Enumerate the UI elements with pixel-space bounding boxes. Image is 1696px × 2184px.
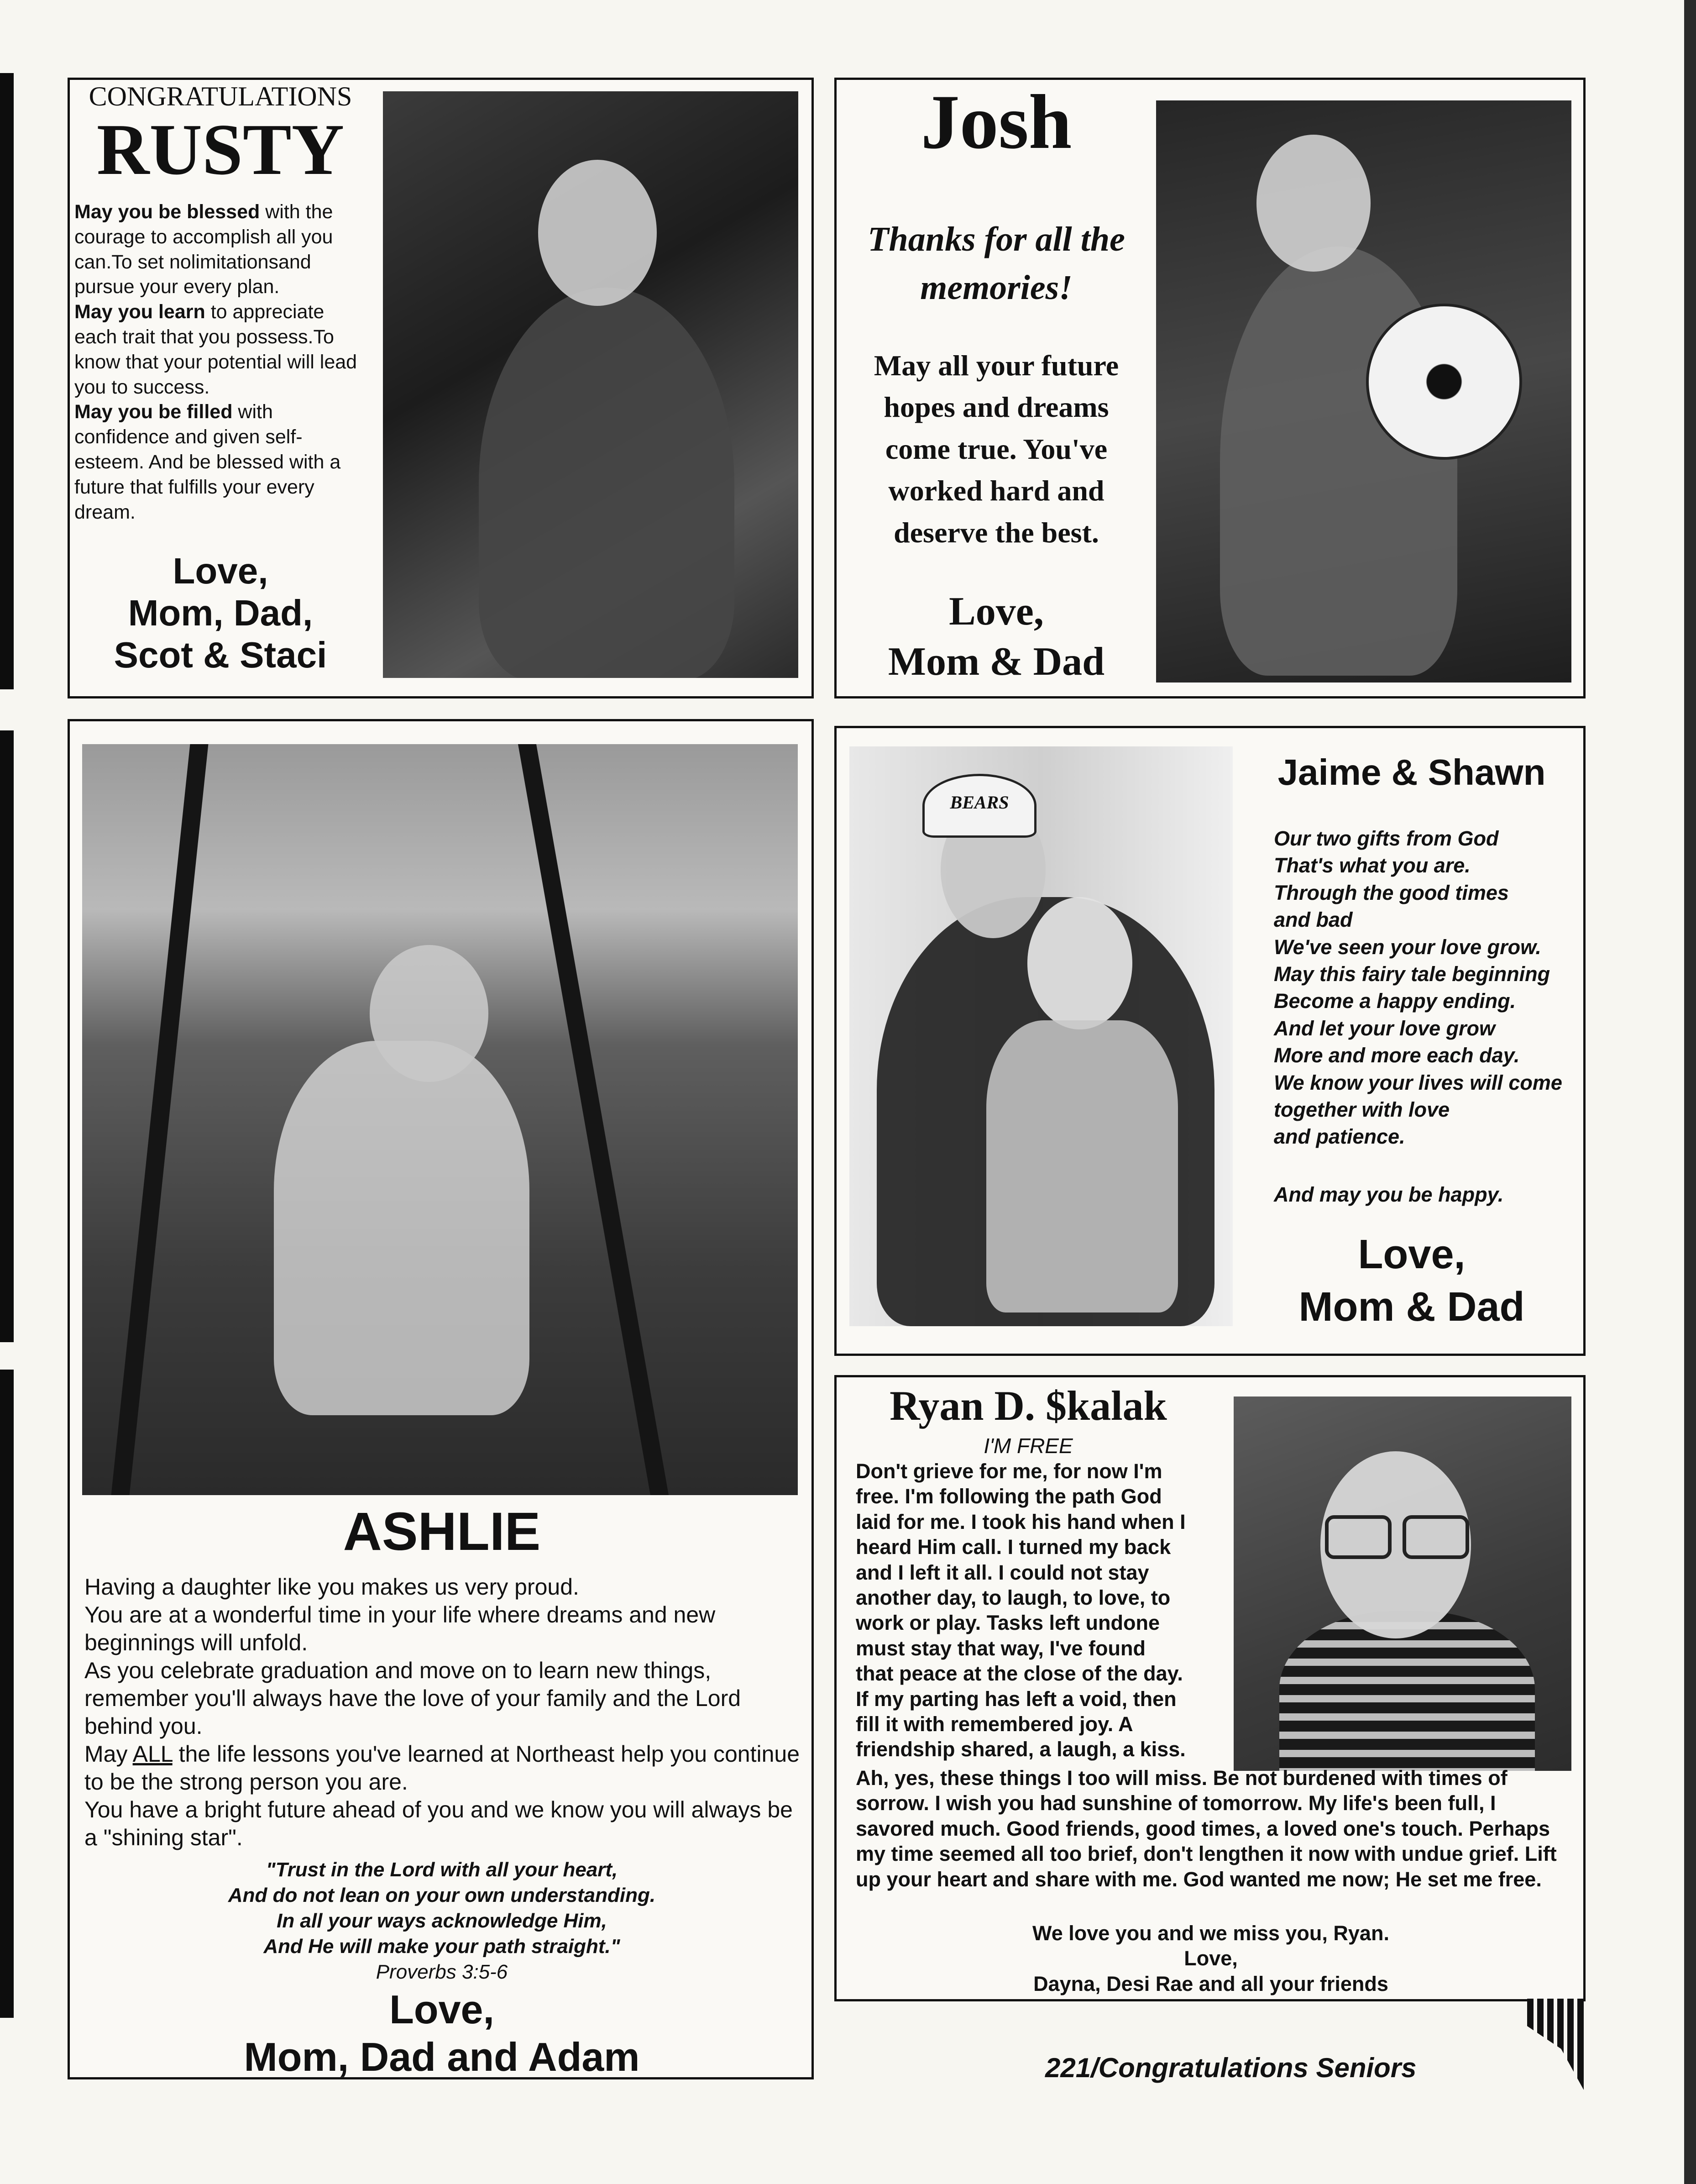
ashlie-scripture-reference: Proverbs 3:5-6 bbox=[376, 1961, 508, 1983]
rusty-ad bbox=[68, 78, 814, 698]
rusty-signoff: Love, Mom, Dad, Scot & Staci bbox=[114, 551, 327, 675]
josh-name-heading: Josh bbox=[921, 79, 1072, 165]
ashlie-message bbox=[84, 1573, 801, 1852]
josh-message: May all your future hopes and dreams come true. You've worked hard and deserve the best. bbox=[874, 349, 1119, 549]
josh-ad bbox=[834, 78, 1586, 698]
ashlie-message-p4: May ALL the life lessons you've learned at Northeast help you continue to be the strong person you are. bbox=[84, 1741, 800, 1795]
soccer-ball-icon bbox=[1366, 304, 1522, 460]
rusty-verse-stanza-3: May you be filled with confidence and given self-esteem. And be blessed with a future that fulfills your every dream. bbox=[74, 401, 341, 523]
binding-edge-middle bbox=[0, 730, 14, 1342]
ashlie-signoff: Love, Mom, Dad and Adam bbox=[244, 1987, 640, 2079]
ashlie-message-p2: You are at a wonderful time in your life where dreams and new beginnings will unfold. bbox=[84, 1602, 716, 1655]
jaime-shawn-closing-line: And may you be happy. bbox=[1274, 1183, 1504, 1206]
rusty-portrait-photo bbox=[383, 91, 798, 678]
josh-soccer-photo bbox=[1156, 100, 1571, 682]
binding-edge-bottom bbox=[0, 1370, 14, 2018]
ashlie-scripture-quote: "Trust in the Lord with all your heart, And do not lean on your own understanding. In all your ways acknowledge Him, And He will make your path straight." bbox=[228, 1858, 656, 1958]
ashlie-swing-photo bbox=[82, 744, 798, 1495]
page-footer-label: 221/Congratulations Seniors bbox=[1045, 2053, 1417, 2083]
binding-edge-right bbox=[1684, 0, 1696, 2184]
rusty-name-heading: RUSTY bbox=[96, 109, 345, 190]
ryan-closing: We love you and we miss you, Ryan. Love, Dayna, Desi Rae and all your friends bbox=[1032, 1922, 1389, 1995]
ryan-ad bbox=[834, 1375, 1586, 2001]
ryan-portrait-photo bbox=[1234, 1396, 1571, 1771]
ryan-name-heading: Ryan D. $kalak bbox=[890, 1382, 1167, 1429]
jaime-shawn-couple-photo bbox=[849, 746, 1233, 1326]
rusty-verse bbox=[74, 200, 366, 525]
ashlie-name-heading: ASHLIE bbox=[343, 1502, 541, 1562]
jaime-shawn-poem: Our two gifts from God That's what you are. Through the good times and bad We've seen your love grow. May this fairy tale beginning Become a happy ending. And let your love grow More and more each day. We know your lives will come together with love and patience. bbox=[1274, 827, 1562, 1149]
ashlie-message-p1: Having a daughter like you makes us very proud. bbox=[84, 1574, 579, 1600]
cap-logo-text: BEARS bbox=[950, 792, 1009, 813]
ashlie-ad bbox=[68, 719, 814, 2079]
rusty-verse-stanza-1: May you be blessed with the courage to accomplish all you can.To set nolimitationsand pursue your every plan. bbox=[74, 201, 333, 298]
josh-thanks-text: Thanks for all the memories! bbox=[868, 220, 1125, 307]
corner-tab-graphic bbox=[1527, 1999, 1584, 2090]
josh-signoff: Love, Mom & Dad bbox=[888, 589, 1105, 684]
jaime-shawn-signoff: Love, Mom & Dad bbox=[1298, 1232, 1525, 1330]
jaime-shawn-name-heading: Jaime & Shawn bbox=[1277, 752, 1546, 793]
ryan-poem-beside-photo: Don't grieve for me, for now I'm free. I'm following the path God laid for me. I took his hand when I heard Him call. I turned my back and I left it all. I could not stay another day, to laugh, to love, to work or play. Tasks left undone must stay that way, I've found that peace at the close of the day. If my parting has left a void, then fill it with remembered joy. A friendship shared, a laugh, a kiss. bbox=[856, 1460, 1186, 1761]
ryan-poem-subtitle: I'M FREE bbox=[984, 1434, 1073, 1458]
ashlie-message-p5: You have a bright future ahead of you and we know you will always be a "shining star". bbox=[84, 1797, 793, 1850]
ryan-poem-below-photo: Ah, yes, these things I too will miss. Be not burdened with times of sorrow. I wish you had sunshine of tomorrow. My life's been full, I savored much. Good friends, good times, a loved one's touch. Perhaps my time seemed all too brief, don't lengthen it now with undue grief. Lift up your heart and share with me. God wanted me now; He set me free. bbox=[856, 1766, 1557, 1891]
binding-edge-top bbox=[0, 73, 14, 689]
rusty-verse-stanza-2: May you learn to appreciate each trait that you possess.To know that your potential will lead you to success. bbox=[74, 301, 357, 398]
ashlie-message-p3: As you celebrate graduation and move on to learn new things, remember you'll always have the love of your family and the Lord behind you. bbox=[84, 1658, 741, 1739]
rusty-congratulations-heading: CONGRATULATIONS bbox=[89, 81, 352, 111]
jaime-shawn-ad bbox=[834, 726, 1586, 1356]
